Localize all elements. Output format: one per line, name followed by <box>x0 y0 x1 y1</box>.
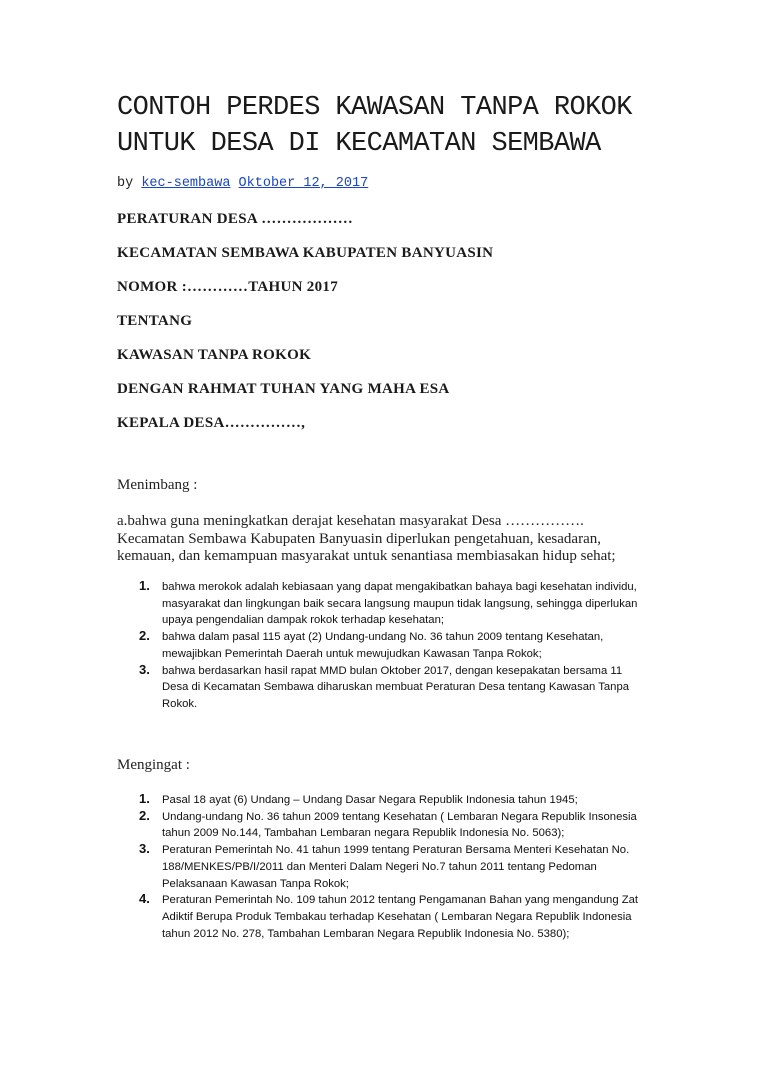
menimbang-list <box>139 579 639 713</box>
list-number: 2. <box>139 807 150 823</box>
list-number: 2. <box>139 628 150 644</box>
list-item <box>139 663 639 713</box>
heading-kecamatan: KECAMATAN SEMBAWA KABUPATEN BANYUASIN <box>117 245 494 261</box>
list-item <box>139 629 639 662</box>
list-text: bahwa dalam pasal 115 ayat (2) Undang-undang No. 36 tahun 2009 tentang Kesehatan, mewajibkan Pemerintah Daerah untuk mewujudkan Kawasan Tanpa Rokok; <box>162 631 604 660</box>
list-text: Peraturan Pemerintah No. 109 tahun 2012 tentang Pengamanan Bahan yang mengandung Zat Adiktif Berupa Produk Tembakau terhadap Kesehatan ( Lembaran Negara Republik Indonesia tahun 2012 No. 278, Tambahan Lembaran Negara Republik Indonesia No. 5380); <box>162 894 639 940</box>
menimbang-paragraph-a: a.bahwa guna meningkatkan derajat kesehatan masyarakat Desa ……………. Kecamatan Sembawa Kabupaten Banyuasin diperlukan pengetahuan, kesadaran, kemauan, dan kemampuan masyarakat untuk senantiasa membiasakan hidup sehat; <box>117 513 616 564</box>
heading-tentang: TENTANG <box>117 313 193 329</box>
list-item <box>139 809 639 842</box>
heading-peraturan-desa: PERATURAN DESA ……………… <box>117 211 354 227</box>
byline-prefix: by <box>117 176 134 191</box>
mengingat-label: Mengingat : <box>117 757 190 773</box>
heading-dengan-rahmat: DENGAN RAHMAT TUHAN YANG MAHA ESA <box>117 381 450 397</box>
list-number: 1. <box>139 578 150 593</box>
heading-kepala-desa: KEPALA DESA……………, <box>117 415 306 431</box>
list-item <box>139 792 639 809</box>
menimbang-label: Menimbang : <box>117 477 198 493</box>
list-item <box>139 579 639 629</box>
document-page <box>117 90 737 1091</box>
list-text: bahwa berdasarkan hasil rapat MMD bulan Oktober 2017, dengan kesepakatan bersama 11 Desa di Kecamatan Sembawa diharuskan membuat Peraturan Desa tentang Kawasan Tanpa Rokok. <box>162 664 630 710</box>
title-line-1: CONTOH PERDES KAWASAN TANPA ROKOK <box>117 93 632 123</box>
mengingat-list <box>139 792 639 942</box>
list-item <box>139 892 639 942</box>
document-title <box>117 90 737 162</box>
title-line-2: UNTUK DESA DI KECAMATAN SEMBAWA <box>117 129 601 159</box>
list-text: Undang-undang No. 36 tahun 2009 tentang Kesehatan ( Lembaran Negara Republik Insonesia tahun 2009 No.144, Tambahan Lembaran negara Republik Indonesia No. 5063); <box>162 810 637 840</box>
list-number: 3. <box>139 841 150 857</box>
date-link[interactable]: Oktober 12, 2017 <box>238 176 369 191</box>
list-text: bahwa merokok adalah kebiasaan yang dapat mengakibatkan bahaya bagi kesehatan individu, masyarakat dan lingkungan baik secara langsung maupun tidak langsung, sehingga diperlukan upaya pengendalian dampak rokok terhadap kesehatan; <box>162 581 638 627</box>
author-link[interactable]: kec-sembawa <box>141 176 231 191</box>
list-text: Pasal 18 ayat (6) Undang – Undang Dasar Negara Republik Indonesia tahun 1945; <box>162 794 578 806</box>
list-text: Peraturan Pemerintah No. 41 tahun 1999 tentang Peraturan Bersama Menteri Kesehatan No. 188/MENKES/PB/I/2011 dan Menteri Dalam Negeri No.7 tahun 2011 tentang Pedoman Pelaksanaan Kawasan Tanpa Rokok; <box>162 844 630 890</box>
heading-nomor: NOMOR :…………TAHUN 2017 <box>117 279 339 295</box>
list-number: 1. <box>139 791 150 806</box>
list-number: 4. <box>139 891 150 907</box>
list-number: 3. <box>139 661 150 677</box>
byline <box>117 176 737 191</box>
list-item <box>139 842 639 892</box>
heading-kawasan: KAWASAN TANPA ROKOK <box>117 347 312 363</box>
